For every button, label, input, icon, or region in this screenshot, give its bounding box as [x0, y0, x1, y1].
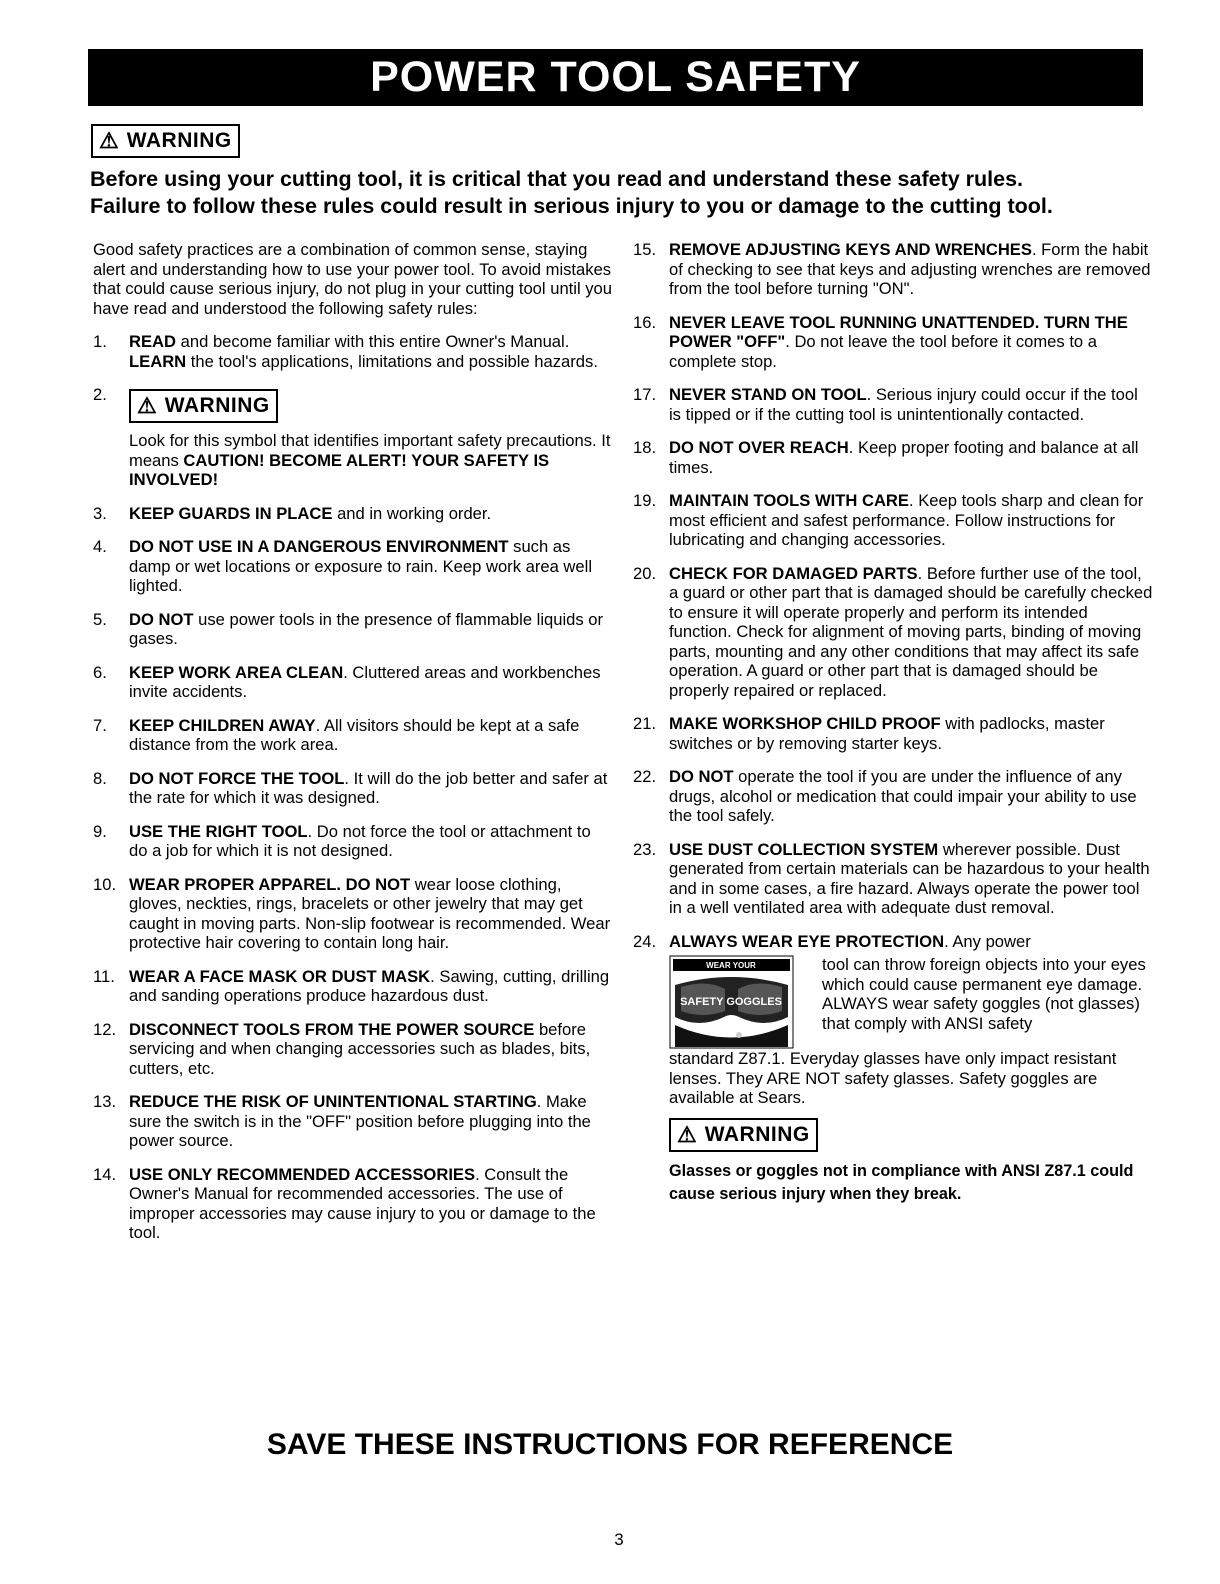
rule-item: 4. DO NOT USE IN A DANGEROUS ENVIRONMENT such as damp or wet locations or exposure to rain. Keep work area well lighted.: [93, 537, 593, 595]
safety-goggles-logo: [669, 955, 794, 1049]
page-title-banner: POWER TOOL SAFETY: [88, 49, 1143, 106]
rule-item: 3. KEEP GUARDS IN PLACE and in working order.: [93, 503, 492, 523]
rule-item: 7. KEEP CHILDREN AWAY. All visitors should be kept at a safe distance from the work area.: [93, 715, 580, 754]
page-number: 3: [614, 1530, 624, 1549]
rule-item: 23. USE DUST COLLECTION SYSTEM wherever possible. Dust generated from certain materials can be hazardous to your health and in some cases, a fire hazard. Always operate the power tool in a well ventilated area with adequate dust removal.: [633, 839, 1150, 917]
lead-warning-text: Before using your cutting tool, it is critical that you read and understand these safety rules. Failure to follow these rules could result in serious injury to you or damage to the cutting tool.: [90, 167, 1053, 218]
rule-item: 14. USE ONLY RECOMMENDED ACCESSORIES. Consult the Owner's Manual for recommended accessories. The use of improper accessories may cause injury to you or damage to the tool.: [93, 1164, 596, 1242]
rule-item: 18. DO NOT OVER REACH. Keep proper footing and balance at all times.: [633, 438, 1139, 477]
rule-item: 6. KEEP WORK AREA CLEAN. Cluttered areas and workbenches invite accidents.: [93, 662, 601, 701]
rule-item: 2. ⚠ WARNING Look for this symbol that identifies important safety precautions. It means CAUTION! BECOME ALERT! YOUR SAFETY IS INVOLVED!: [93, 385, 611, 489]
save-instructions-heading: SAVE THESE INSTRUCTIONS FOR REFERENCE: [266, 1428, 954, 1461]
rule-item: 21. MAKE WORKSHOP CHILD PROOF with padlocks, master switches or by removing starter keys.: [633, 714, 1105, 753]
rule-item: 1. READ and become familiar with this entire Owner's Manual. LEARN the tool's applications, limitations and possible hazards.: [93, 332, 598, 371]
rule-item: 8. DO NOT FORCE THE TOOL. It will do the job better and safer at the rate for which it was designed.: [93, 768, 608, 807]
rule-item: 5. DO NOT use power tools in the presence of flammable liquids or gases.: [93, 609, 604, 648]
intro-paragraph: Good safety practices are a combination of common sense, staying alert and understanding how to use your power tool. To avoid mistakes that could cause serious injury, do not plug in your cutting tool until you have read and understood the following safety rules:: [93, 240, 613, 318]
rule-item: 19. MAINTAIN TOOLS WITH CARE. Keep tools sharp and clean for most efficient and safest performance. Follow instructions for lubricating and changing accessories.: [633, 491, 1144, 549]
right-column: [633, 240, 1153, 1220]
left-column: [93, 240, 613, 1257]
warning-triangle-icon: ⚠: [137, 393, 157, 418]
goggles-warning-note: Glasses or goggles not in compliance with ANSI Z87.1 could cause serious injury when they break.: [669, 1161, 1134, 1203]
warning-label: ⚠ WARNING: [669, 1118, 818, 1152]
rule-item: 24. ALWAYS WEAR EYE PROTECTION. Any power WEAR YOUR SAFETY GOGGLES tool can throw foreign objects into your eyes which could cause permanent eye damage. ALWAYS wear safety goggles (not glasses) that comply with ANSI safety standard Z87.1. Everyday glasses have only impact resistant lenses. They ARE NOT safety glasses. Safety goggles are available at Sears. ⚠ WARNING Glasses or goggles not in compliance with ANSI Z87.1 could cause serious injury when they break.: [633, 932, 1153, 1206]
rule-item: 13. REDUCE THE RISK OF UNINTENTIONAL STARTING. Make sure the switch is in the "OFF" position before plugging into the power source.: [93, 1092, 591, 1150]
warning-triangle-icon: ⚠: [677, 1121, 697, 1147]
rule-item: 12. DISCONNECT TOOLS FROM THE POWER SOURCE before servicing and when changing accessories such as blades, bits, cutters, etc.: [93, 1019, 591, 1078]
rule-item: 22. DO NOT operate the tool if you are under the influence of any drugs, alcohol or medication that could impair your ability to use the tool safely.: [633, 767, 1137, 825]
rule-item: 16. NEVER LEAVE TOOL RUNNING UNATTENDED. TURN THE POWER "OFF". Do not leave the tool before it comes to a complete stop.: [633, 312, 1128, 371]
rule-item: 15. REMOVE ADJUSTING KEYS AND WRENCHES. Form the habit of checking to see that keys and adjusting wrenches are removed from the tool before turning "ON".: [633, 240, 1151, 298]
rule-item: 11. WEAR A FACE MASK OR DUST MASK. Sawing, cutting, drilling and sanding operations produce hazardous dust.: [93, 966, 610, 1005]
rule-item: 10. WEAR PROPER APPAREL. DO NOT wear loose clothing, gloves, neckties, rings, bracelets or other jewelry that may get caught in moving parts. Non-slip footwear is recommended. Wear protective hair covering to contain long hair.: [93, 874, 611, 952]
warning-triangle-icon: ⚠: [99, 128, 119, 153]
warning-label: ⚠ WARNING: [91, 124, 240, 158]
rule-item: 9. USE THE RIGHT TOOL. Do not force the tool or attachment to do a job for which it is not designed.: [93, 821, 591, 860]
warning-label: ⚠ WARNING: [129, 389, 278, 423]
rule-item: 17. NEVER STAND ON TOOL. Serious injury could occur if the tool is tipped or if the cutting tool is unintentionally contacted.: [633, 385, 1138, 424]
svg-text:WEAR YOUR: WEAR YOUR: [706, 961, 756, 970]
rule-item: 20. CHECK FOR DAMAGED PARTS. Before further use of the tool, a guard or other part that is damaged should be carefully checked to ensure it will operate properly and perform its intended function. Check for alignment of moving parts, binding of moving parts, mounting and any other conditions that may affect its safe operation. A guard or other part that is damaged should be properly repaired or replaced.: [633, 563, 1153, 700]
svg-text:SAFETY GOGGLES: SAFETY GOGGLES: [680, 996, 782, 1008]
